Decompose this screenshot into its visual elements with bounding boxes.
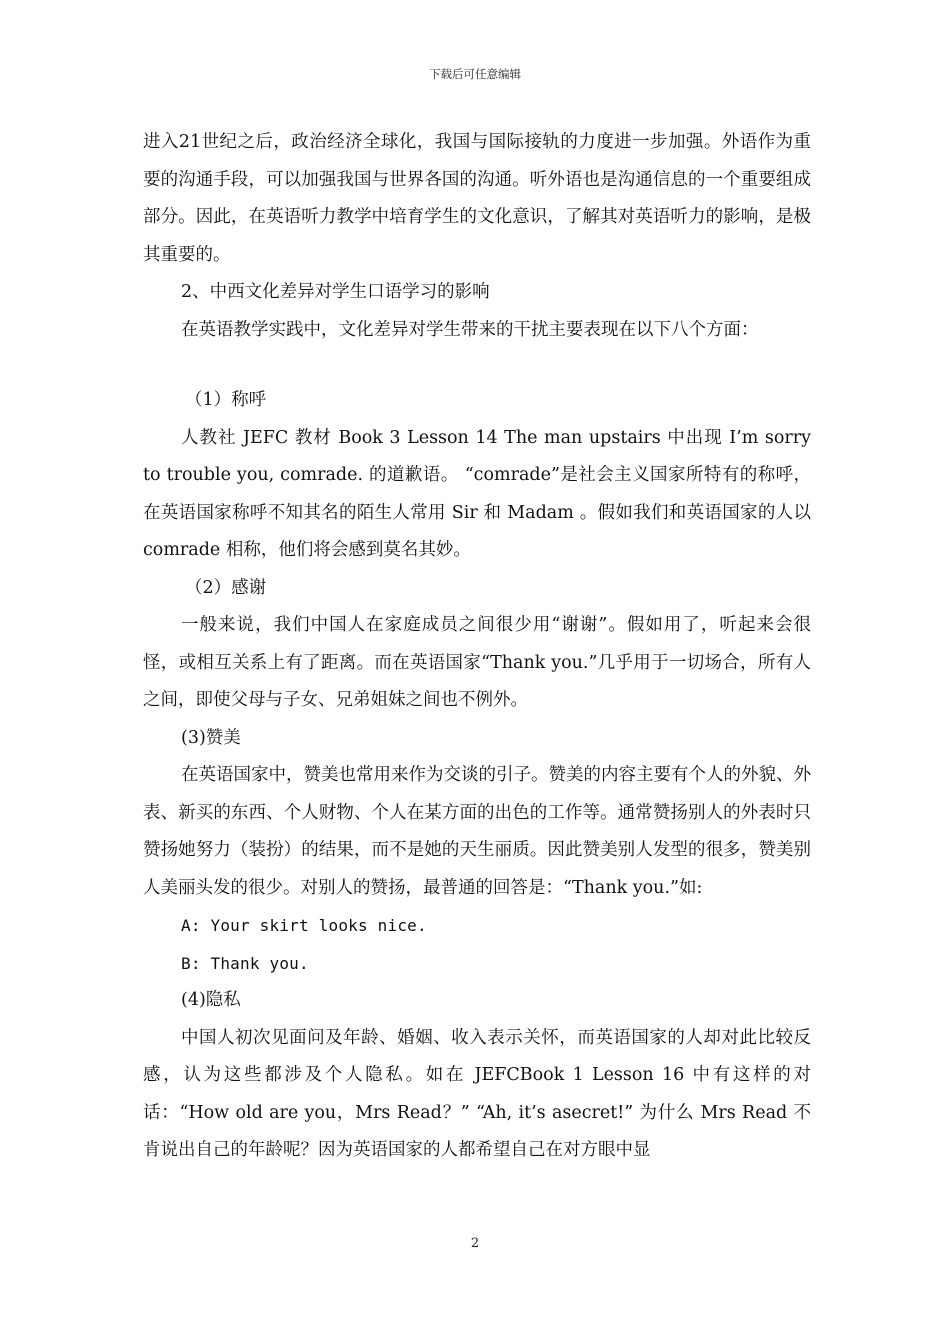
subheading-privacy: (4)隐私 (181, 990, 241, 1010)
subheading-praise: (3)赞美 (181, 727, 241, 748)
document-body (143, 124, 811, 1170)
paragraph-privacy: 中国人初次见面问及年龄、婚姻、收入表示关怀，而英语国家的人却对此比较反感，认为这些都涉及个人隐私。如在 JEFCBook 1 Lesson 16 中有这样的对话：“How old are you，Mrs Read？” “Ah, it’s asecret!” 为什么 Mrs Read 不肯说出自己的年龄呢？因为英语国家的人都希望自己在对方眼中显 (143, 1027, 811, 1160)
dialogue-line-b: B: Thank you. (181, 953, 309, 973)
paragraph-eight-aspects: 在英语教学实践中，文化差异对学生带来的干扰主要表现在以下八个方面： (181, 319, 759, 340)
paragraph-intro: 进入21世纪之后，政治经济全球化，我国与国际接轨的力度进一步加强。外语作为重要的沟通手段，可以加强我国与世界各国的沟通。听外语也是沟通信息的一个重要组成部分。因此，在英语听力教学中培育学生的文化意识，了解其对英语听力的影响，是极其重要的。 (143, 132, 811, 265)
section-heading-oral: 2、中西文化差异对学生口语学习的影响 (181, 282, 490, 302)
subheading-address: （1）称呼 (185, 390, 267, 410)
dialogue-line-a: A: Your skirt looks nice. (181, 916, 427, 935)
subheading-thanks: （2）感谢 (185, 577, 267, 598)
paragraph-thanks: 一般来说，我们中国人在家庭成员之间很少用“谢谢”。假如用了，听起来会很怪，或相互关系上有了距离。而在英语国家“Thank you.”几乎用于一切场合，所有人之间，即使父母与子女、兄弟姐妹之间也不例外。 (143, 615, 811, 710)
paragraph-address: 人教社 JEFC 教材 Book 3 Lesson 14 The man upstairs 中出现 I’m sorry to trouble you, comrade. 的道歉语。 “comrade”是社会主义国家所特有的称呼，在英语国家称呼不知其名的陌生人常用 Sir 和 Madam 。假如我们和英语国家的人以 comrade 相称，他们将会感到莫名其妙。 (143, 427, 811, 560)
page-number: 2 (470, 1236, 480, 1251)
blank-line (143, 349, 811, 382)
page-header: 下载后可任意编辑 (429, 67, 521, 81)
paragraph-praise: 在英语国家中，赞美也常用来作为交谈的引子。赞美的内容主要有个人的外貌、外表、新买的东西、个人财物、个人在某方面的出色的工作等。通常赞扬别人的外表时只赞扬她努力（装扮）的结果，而不是她的天生丽质。因此赞美别人发型的很多，赞美别人美丽头发的很少。对别人的赞扬，最普通的回答是：“Thank you.”如: (143, 765, 811, 898)
